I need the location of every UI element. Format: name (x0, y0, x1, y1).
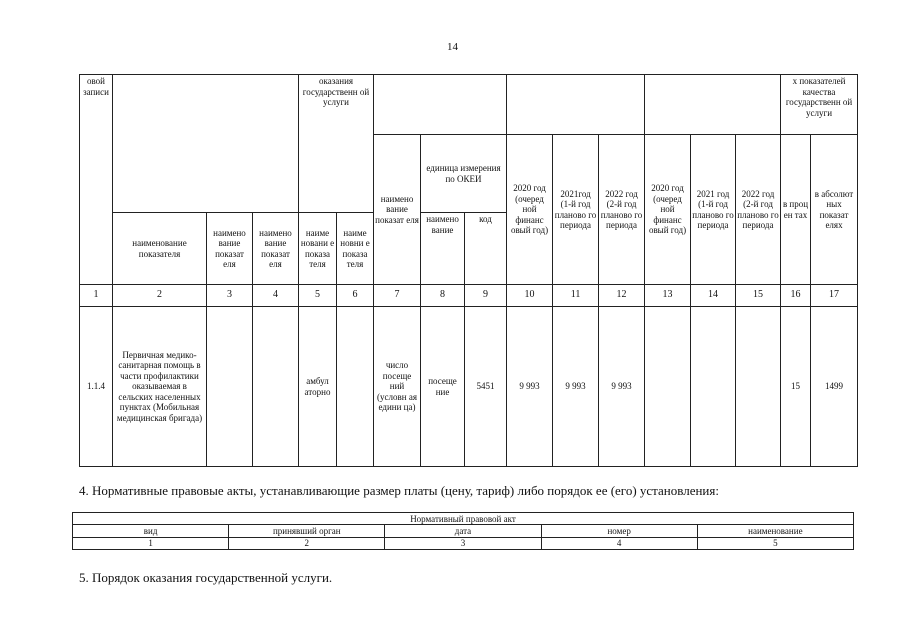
cell-deviation-absolute: 1499 (811, 307, 858, 467)
cell-unit-code: 5451 (465, 307, 507, 467)
legal-acts-column-number: 4 (541, 537, 697, 549)
column-number: 17 (811, 285, 858, 307)
legal-acts-column-number: 1 (73, 537, 229, 549)
legal-acts-table (72, 512, 854, 550)
service-volume-table (79, 74, 858, 467)
column-number: 2 (113, 285, 207, 307)
column-number: 1 (80, 285, 113, 307)
header-unit-name: наимено вание (421, 213, 465, 285)
column-number: 6 (337, 285, 374, 307)
header-year-2021-b: 2021 год (1-й год планово го периода (691, 135, 736, 285)
column-number: 4 (253, 285, 299, 307)
legal-acts-column-number: 2 (229, 537, 385, 549)
column-number: 9 (465, 285, 507, 307)
header-blank-2 (374, 75, 507, 135)
cell-deviation-percent: 15 (781, 307, 811, 467)
section5-heading: 5. Порядок оказания государственной услуги. (79, 570, 333, 585)
column-number: 15 (736, 285, 781, 307)
legal-acts-column-header: номер (541, 525, 697, 537)
column-number: 14 (691, 285, 736, 307)
column-number: 12 (599, 285, 645, 307)
column-number: 8 (421, 285, 465, 307)
cell-unit-name: посеще ние (421, 307, 465, 467)
cell-service-name: Первичная медико-санитарная помощь в части профилактики оказываемая в сельских населенных пунктах (Мобильная медицинская бригада) (113, 307, 207, 467)
header-year-2020: 2020 год (очеред ной финанс овый год) (507, 135, 553, 285)
legal-acts-column-number: 3 (385, 537, 541, 549)
column-number: 5 (299, 285, 337, 307)
column-number: 16 (781, 285, 811, 307)
header-name-ind-c6: наиме новни е показа теля (337, 213, 374, 285)
legal-acts-column-header: дата (385, 525, 541, 537)
header-unit-okei: единица измерения по ОКЕИ (421, 135, 507, 213)
column-number: 13 (645, 285, 691, 307)
header-year-2022-b: 2022 год (2-й год планово го периода (736, 135, 781, 285)
cell-value-2020: 9 993 (507, 307, 553, 467)
cell-value-2021: 9 993 (553, 307, 599, 467)
column-number: 7 (374, 285, 421, 307)
header-blank-4 (645, 75, 781, 135)
cell-fee-2020 (645, 307, 691, 467)
header-name-ind-c3: наимено вание показат еля (207, 213, 253, 285)
legal-acts-column-header: наименование (697, 525, 853, 537)
header-in-percent: в проц ен тах (781, 135, 811, 285)
header-name-ind-c4: наимено вание показат еля (253, 213, 299, 285)
column-number: 3 (207, 285, 253, 307)
header-name-indicator: наименование показателя (113, 213, 207, 285)
column-number: 10 (507, 285, 553, 307)
cell-c6 (337, 307, 374, 467)
header-indicator-name: наимено вание показат еля (374, 135, 421, 285)
header-name-ind-c5: наиме новани е показа теля (299, 213, 337, 285)
header-service-provision: оказания государственн ой услуги (299, 75, 374, 213)
table-row (80, 307, 858, 467)
header-registry-record: овой записи (80, 75, 113, 285)
cell-fee-2022 (736, 307, 781, 467)
cell-registry-number: 1.1.4 (80, 307, 113, 467)
header-year-2021: 2021год (1-й год планово го периода (553, 135, 599, 285)
legal-acts-column-number: 5 (697, 537, 853, 549)
header-blank-3 (507, 75, 645, 135)
column-number: 11 (553, 285, 599, 307)
header-unit-code: код (465, 213, 507, 285)
header-year-2020-b: 2020 год (очеред ной финанс овый год) (645, 135, 691, 285)
legal-acts-title: Нормативный правовой акт (73, 513, 854, 525)
header-quality-indicators: х показателей качества государственн ой услуги (781, 75, 858, 135)
header-in-absolute: в абсолют ных показат елях (811, 135, 858, 285)
section4-heading: 4. Нормативные правовые акты, устанавливающие размер платы (цену, тариф) либо порядок ее (его) установления: (79, 483, 719, 498)
cell-fee-2021 (691, 307, 736, 467)
cell-provision-form: амбул аторно (299, 307, 337, 467)
cell-indicator-name: число посеще ний (условн ая едини ца) (374, 307, 421, 467)
header-blank-1 (113, 75, 299, 213)
cell-c4 (253, 307, 299, 467)
legal-acts-column-header: принявший орган (229, 525, 385, 537)
cell-c3 (207, 307, 253, 467)
legal-acts-column-header: вид (73, 525, 229, 537)
header-year-2022: 2022 год (2-й год планово го периода (599, 135, 645, 285)
column-number-row (80, 285, 858, 307)
page-number: 14 (447, 41, 458, 53)
cell-value-2022: 9 993 (599, 307, 645, 467)
